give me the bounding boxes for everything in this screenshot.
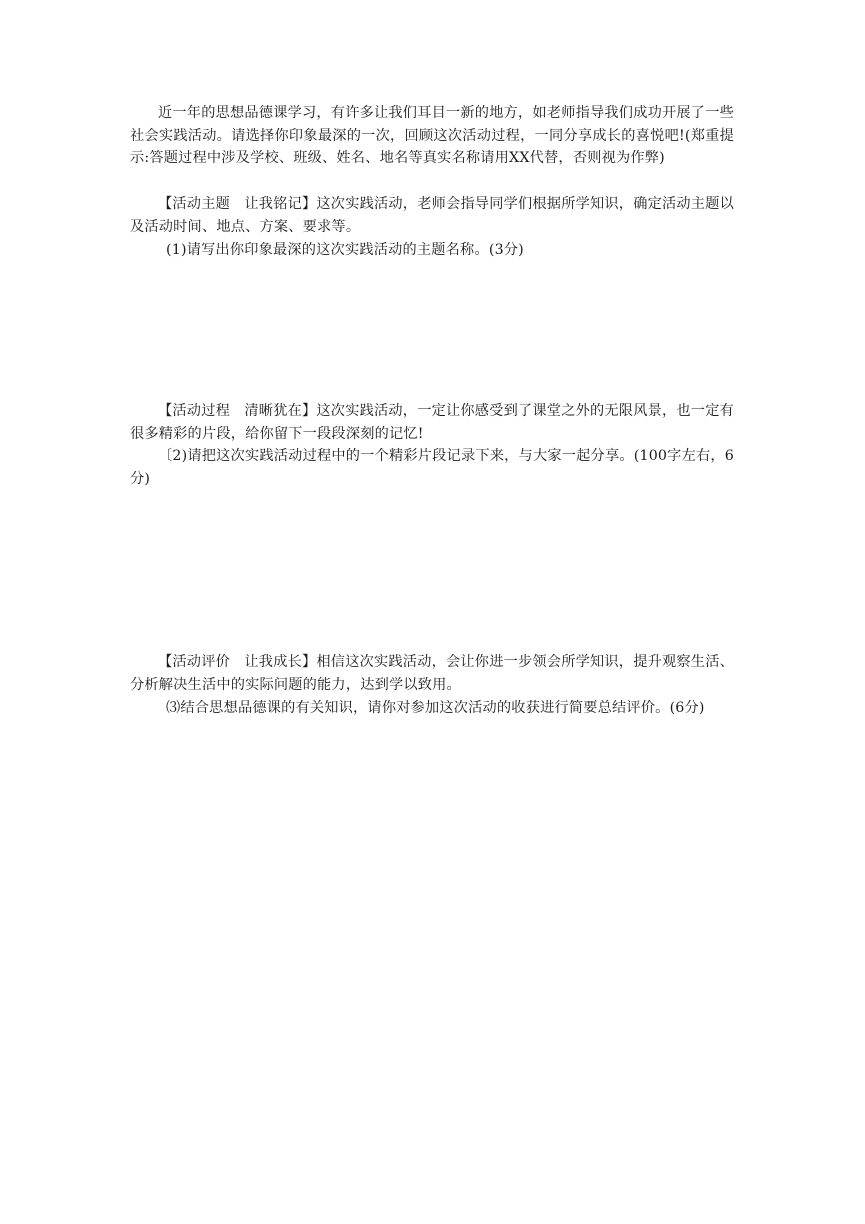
answer-space-1[interactable] — [130, 266, 734, 396]
answer-space-2[interactable] — [130, 494, 734, 649]
section1-question: (1)请写出你印象最深的这次实践活动的主题名称。(3分) — [166, 242, 524, 258]
section3-heading: 【活动评价 让我成长】相信这次实践活动，会让你进一步领会所学知识，提升观察生活、分析解决生活中的实际问题的能力，达到学以致用。 — [130, 654, 734, 693]
section1-heading: 【活动主题 让我铭记】这次实践活动，老师会指导同学们根据所学知识，确定活动主题以及活动时间、地点、方案、要求等。 — [130, 196, 734, 235]
answer-space-3[interactable] — [130, 746, 734, 1176]
intro-paragraph: 近一年的思想品德课学习，有许多让我们耳目一新的地方，如老师指导我们成功开展了一些社会实践活动。请选择你印象最深的一次，回顾这次活动过程，一同分享成长的喜悦吧!(郑重提示:答题过程中涉及学校、班级、姓名、地名等真实名称请用XX代替，否则视为作弊) — [130, 105, 734, 166]
section2-heading: 【活动过程 清晰犹在】这次实践活动，一定让你感受到了课堂之外的无限风景，也一定有很多精彩的片段，给你留下一段段深刻的记忆! — [130, 403, 734, 442]
section3-question: ⑶结合思想品德课的有关知识，请你对参加这次活动的收获进行简要总结评价。(6分) — [166, 700, 705, 716]
section2-question: 〔2)请把这次实践活动过程中的一个精彩片段记录下来，与大家一起分享。(100字左右，6分) — [130, 448, 734, 487]
